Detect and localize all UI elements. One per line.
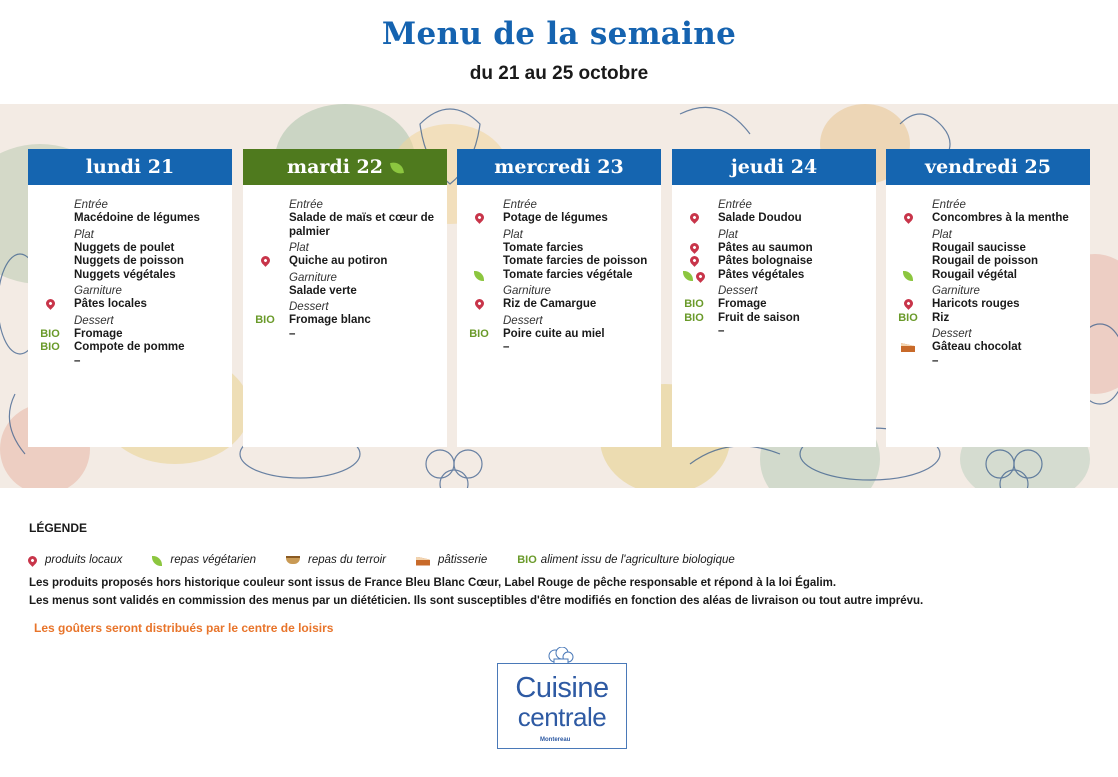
day-header	[243, 149, 447, 185]
bio-tag: BIO	[40, 341, 60, 353]
day-body	[243, 185, 447, 341]
menu-item	[243, 314, 439, 328]
menu-item	[28, 212, 224, 226]
legend-bio-label: aliment issu de l'agriculture biologique	[540, 554, 735, 566]
menu-item	[28, 328, 224, 342]
cuisine-centrale-logo	[497, 663, 627, 749]
menu-item-text: Fromage	[718, 298, 767, 310]
legend-veg	[152, 554, 256, 566]
bio-tag: BIO	[684, 298, 704, 310]
menu-item-text: Concombres à la menthe	[932, 212, 1069, 224]
menu-item-text: Tomate farcies de poisson	[503, 255, 648, 267]
menu-item	[457, 298, 653, 312]
page-subtitle: du 21 au 25 octobre	[469, 63, 649, 84]
menu-item	[457, 328, 653, 342]
day-header	[672, 149, 876, 185]
section-label: Entrée	[289, 199, 323, 211]
legend-pastry-label: pâtisserie	[438, 554, 488, 566]
menu-item-text: Pâtes végétales	[718, 268, 805, 281]
menu-item-text: Salade de maïs et cœur de palmier	[289, 212, 435, 238]
menu-item-text: –	[289, 327, 296, 340]
menu-item	[457, 242, 653, 256]
menu-item-text: Tomate farcies	[503, 241, 584, 254]
local-marker	[457, 212, 501, 225]
menu-item	[886, 212, 1082, 226]
local-marker	[886, 212, 930, 225]
location-pin-icon	[259, 254, 272, 267]
menu-section	[886, 229, 1082, 283]
menu-item-text: Potage de légumes	[503, 212, 608, 224]
menu-item	[243, 328, 439, 342]
menu-item	[28, 255, 224, 269]
leaf-icon	[903, 271, 913, 281]
section-label: Plat	[74, 228, 94, 241]
menu-item	[457, 255, 653, 269]
menu-item	[243, 212, 439, 239]
menu-item	[886, 312, 1082, 326]
day-header	[886, 149, 1090, 185]
menu-item-text: Salade verte	[289, 284, 357, 297]
cake-slice-icon	[416, 557, 430, 566]
menu-section	[672, 229, 868, 283]
bio-marker	[243, 314, 287, 327]
bio-marker	[672, 312, 716, 325]
menu-item-text: –	[503, 341, 510, 353]
menu-section	[886, 285, 1082, 325]
location-pin-icon	[688, 211, 701, 224]
menu-item	[672, 312, 868, 326]
menu-item-text: Pâtes locales	[74, 298, 147, 310]
menu-section	[243, 199, 439, 239]
menu-item	[886, 242, 1082, 256]
menu-section	[457, 285, 653, 312]
bio-tag: BIO	[255, 314, 275, 326]
location-pin-icon	[26, 554, 39, 567]
bio-marker	[28, 341, 72, 354]
menu-section	[457, 199, 653, 226]
menu-item	[672, 242, 868, 256]
menu-item	[886, 255, 1082, 269]
location-pin-icon	[473, 211, 486, 224]
legend-terroir	[286, 554, 386, 566]
legend-local	[28, 554, 122, 566]
menu-section	[672, 285, 868, 339]
bio-tag: BIO	[684, 311, 704, 324]
section-label: Garniture	[289, 271, 337, 284]
menu-section	[28, 315, 224, 369]
menu-section	[28, 285, 224, 312]
legend-veg-label: repas végétarien	[170, 554, 257, 566]
page-title: Menu de la semaine	[381, 16, 737, 52]
menu-item	[672, 269, 868, 283]
menu-item-text: Rougail de poisson	[932, 255, 1039, 267]
menu-item-text: Pâtes bolognaise	[718, 255, 813, 267]
menu-item	[672, 255, 868, 269]
menu-item	[672, 212, 868, 226]
menu-item-text: Haricots rouges	[932, 298, 1020, 310]
legend-pastry	[416, 554, 487, 566]
menu-item-text: Nuggets de poisson	[74, 255, 184, 267]
menu-item	[886, 341, 1082, 355]
menu-item-text: –	[932, 354, 939, 367]
menu-item-text: Rougail végétal	[932, 268, 1017, 281]
day-header	[457, 149, 661, 185]
section-label: Dessert	[932, 328, 972, 340]
menu-item-text: Salade Doudou	[718, 212, 802, 224]
menu-item	[28, 298, 224, 312]
leaf-icon	[683, 271, 693, 281]
menu-item	[457, 212, 653, 226]
section-label: Garniture	[503, 285, 551, 297]
menu-item	[28, 341, 224, 355]
section-label: Plat	[289, 242, 309, 254]
day-card-jeudi	[672, 149, 876, 447]
legend-local-label: produits locaux	[45, 554, 123, 566]
section-label: Entrée	[718, 199, 752, 211]
gouters-notice: Les goûters seront distribués par le centre de loisirs	[34, 621, 334, 635]
section-label: Entrée	[932, 199, 966, 211]
menu-item	[672, 298, 868, 312]
menu-item-text: Riz de Camargue	[503, 298, 597, 310]
menu-section	[28, 229, 224, 283]
bio-marker	[28, 328, 72, 341]
location-pin-icon	[688, 241, 701, 254]
menu-section	[243, 242, 439, 269]
veg-local-marker	[672, 269, 716, 282]
menu-item-text: Compote de pomme	[74, 341, 185, 353]
legend-terroir-label: repas du terroir	[308, 554, 387, 566]
section-label: Garniture	[74, 285, 122, 297]
menu-section	[457, 315, 653, 355]
bio-marker	[457, 328, 501, 341]
menu-item-text: Tomate farcies végétale	[503, 268, 633, 281]
section-label: Plat	[932, 228, 952, 241]
menu-item-text: Fromage	[74, 327, 123, 340]
leaf-icon	[152, 556, 162, 566]
day-name: vendredi 25	[925, 156, 1051, 178]
local-marker	[457, 298, 501, 311]
menu-section	[243, 272, 439, 299]
veg-marker	[886, 269, 930, 282]
pastry-marker	[886, 341, 930, 354]
menu-item-text: Riz	[932, 311, 950, 324]
menu-item	[243, 255, 439, 269]
menu-item-text: Rougail saucisse	[932, 241, 1026, 254]
location-pin-icon	[688, 254, 701, 267]
menu-item-text: Pâtes au saumon	[718, 241, 813, 254]
section-label: Garniture	[932, 285, 980, 297]
local-marker	[672, 242, 716, 255]
bio-tag: BIO	[898, 311, 918, 324]
menu-section	[886, 328, 1082, 368]
leaf-icon	[390, 161, 404, 175]
bio-tag: BIO	[469, 327, 489, 340]
basket-icon	[286, 556, 300, 564]
day-name: lundi 21	[85, 156, 175, 178]
section-label: Plat	[503, 228, 523, 241]
local-marker	[243, 255, 287, 268]
bio-marker	[886, 312, 930, 325]
day-body	[28, 185, 232, 368]
logo-badge: Montereau	[540, 737, 571, 743]
menu-item-text: Fruit de saison	[718, 311, 800, 324]
menu-item	[28, 242, 224, 256]
section-label: Dessert	[718, 285, 758, 297]
local-marker	[672, 212, 716, 225]
section-label: Dessert	[289, 301, 329, 313]
location-pin-icon	[473, 297, 486, 310]
location-pin-icon	[694, 270, 707, 283]
menu-item	[457, 341, 653, 355]
note-validation: Les menus sont validés en commission des menus par un diététicien. Ils sont susceptibles d'être modifiés en fonction des aléas de livraison ou tout autre imprévu.	[29, 595, 924, 607]
leaf-icon	[474, 271, 484, 281]
menu-item-text: Gâteau chocolat	[932, 341, 1022, 353]
logo-line1: Cuisine	[515, 672, 609, 704]
bio-marker	[672, 298, 716, 311]
menu-item-text: Fromage blanc	[289, 314, 371, 326]
local-marker	[886, 298, 930, 311]
day-body	[886, 185, 1090, 368]
menu-item	[886, 269, 1082, 283]
menu-item	[243, 285, 439, 299]
legend-title: LÉGENDE	[29, 521, 88, 535]
day-name: jeudi 24	[730, 156, 818, 178]
menu-section	[457, 229, 653, 283]
local-marker	[28, 298, 72, 311]
location-pin-icon	[44, 297, 57, 310]
day-header	[28, 149, 232, 185]
day-card-mardi	[243, 149, 447, 447]
note-products: Les produits proposés hors historique couleur sont issus de France Bleu Blanc Cœur, Label Rouge de pêche responsable et répond à la loi Égalim.	[29, 577, 837, 589]
section-label: Entrée	[503, 199, 537, 211]
menu-item	[886, 298, 1082, 312]
location-pin-icon	[902, 211, 915, 224]
bio-tag: BIO	[517, 554, 537, 566]
menu-item	[457, 269, 653, 283]
cake-slice-icon	[901, 343, 915, 352]
menu-item-text: Nuggets végétales	[74, 268, 176, 281]
menu-item-text: –	[74, 354, 81, 367]
menu-item	[886, 355, 1082, 369]
day-body	[672, 185, 876, 339]
menu-item-text: Nuggets de poulet	[74, 241, 175, 254]
menu-item-text: Quiche au potiron	[289, 255, 388, 267]
section-label: Dessert	[74, 314, 114, 327]
day-name: mardi 22	[287, 156, 383, 178]
veg-marker	[457, 269, 501, 282]
legend	[28, 552, 765, 568]
section-label: Plat	[718, 228, 738, 241]
day-name: mercredi 23	[494, 156, 624, 178]
menu-section	[672, 199, 868, 226]
day-card-mercredi	[457, 149, 661, 447]
local-marker	[672, 255, 716, 268]
menu-section	[243, 301, 439, 341]
menu-item-text: Macédoine de légumes	[74, 212, 200, 224]
menu-section	[886, 199, 1082, 226]
section-label: Dessert	[503, 314, 543, 327]
day-card-lundi	[28, 149, 232, 447]
menu-item	[28, 355, 224, 369]
menu-section	[28, 199, 224, 226]
section-label: Entrée	[74, 199, 108, 211]
menu-item	[672, 325, 868, 339]
menu-item-text: –	[718, 325, 725, 337]
bio-tag: BIO	[40, 327, 60, 340]
day-body	[457, 185, 661, 355]
menu-item-text: Poire cuite au miel	[503, 327, 605, 340]
logo-line2: centrale	[517, 702, 607, 732]
legend-bio	[517, 554, 735, 566]
menu-item	[28, 269, 224, 283]
location-pin-icon	[902, 297, 915, 310]
day-card-vendredi	[886, 149, 1090, 447]
